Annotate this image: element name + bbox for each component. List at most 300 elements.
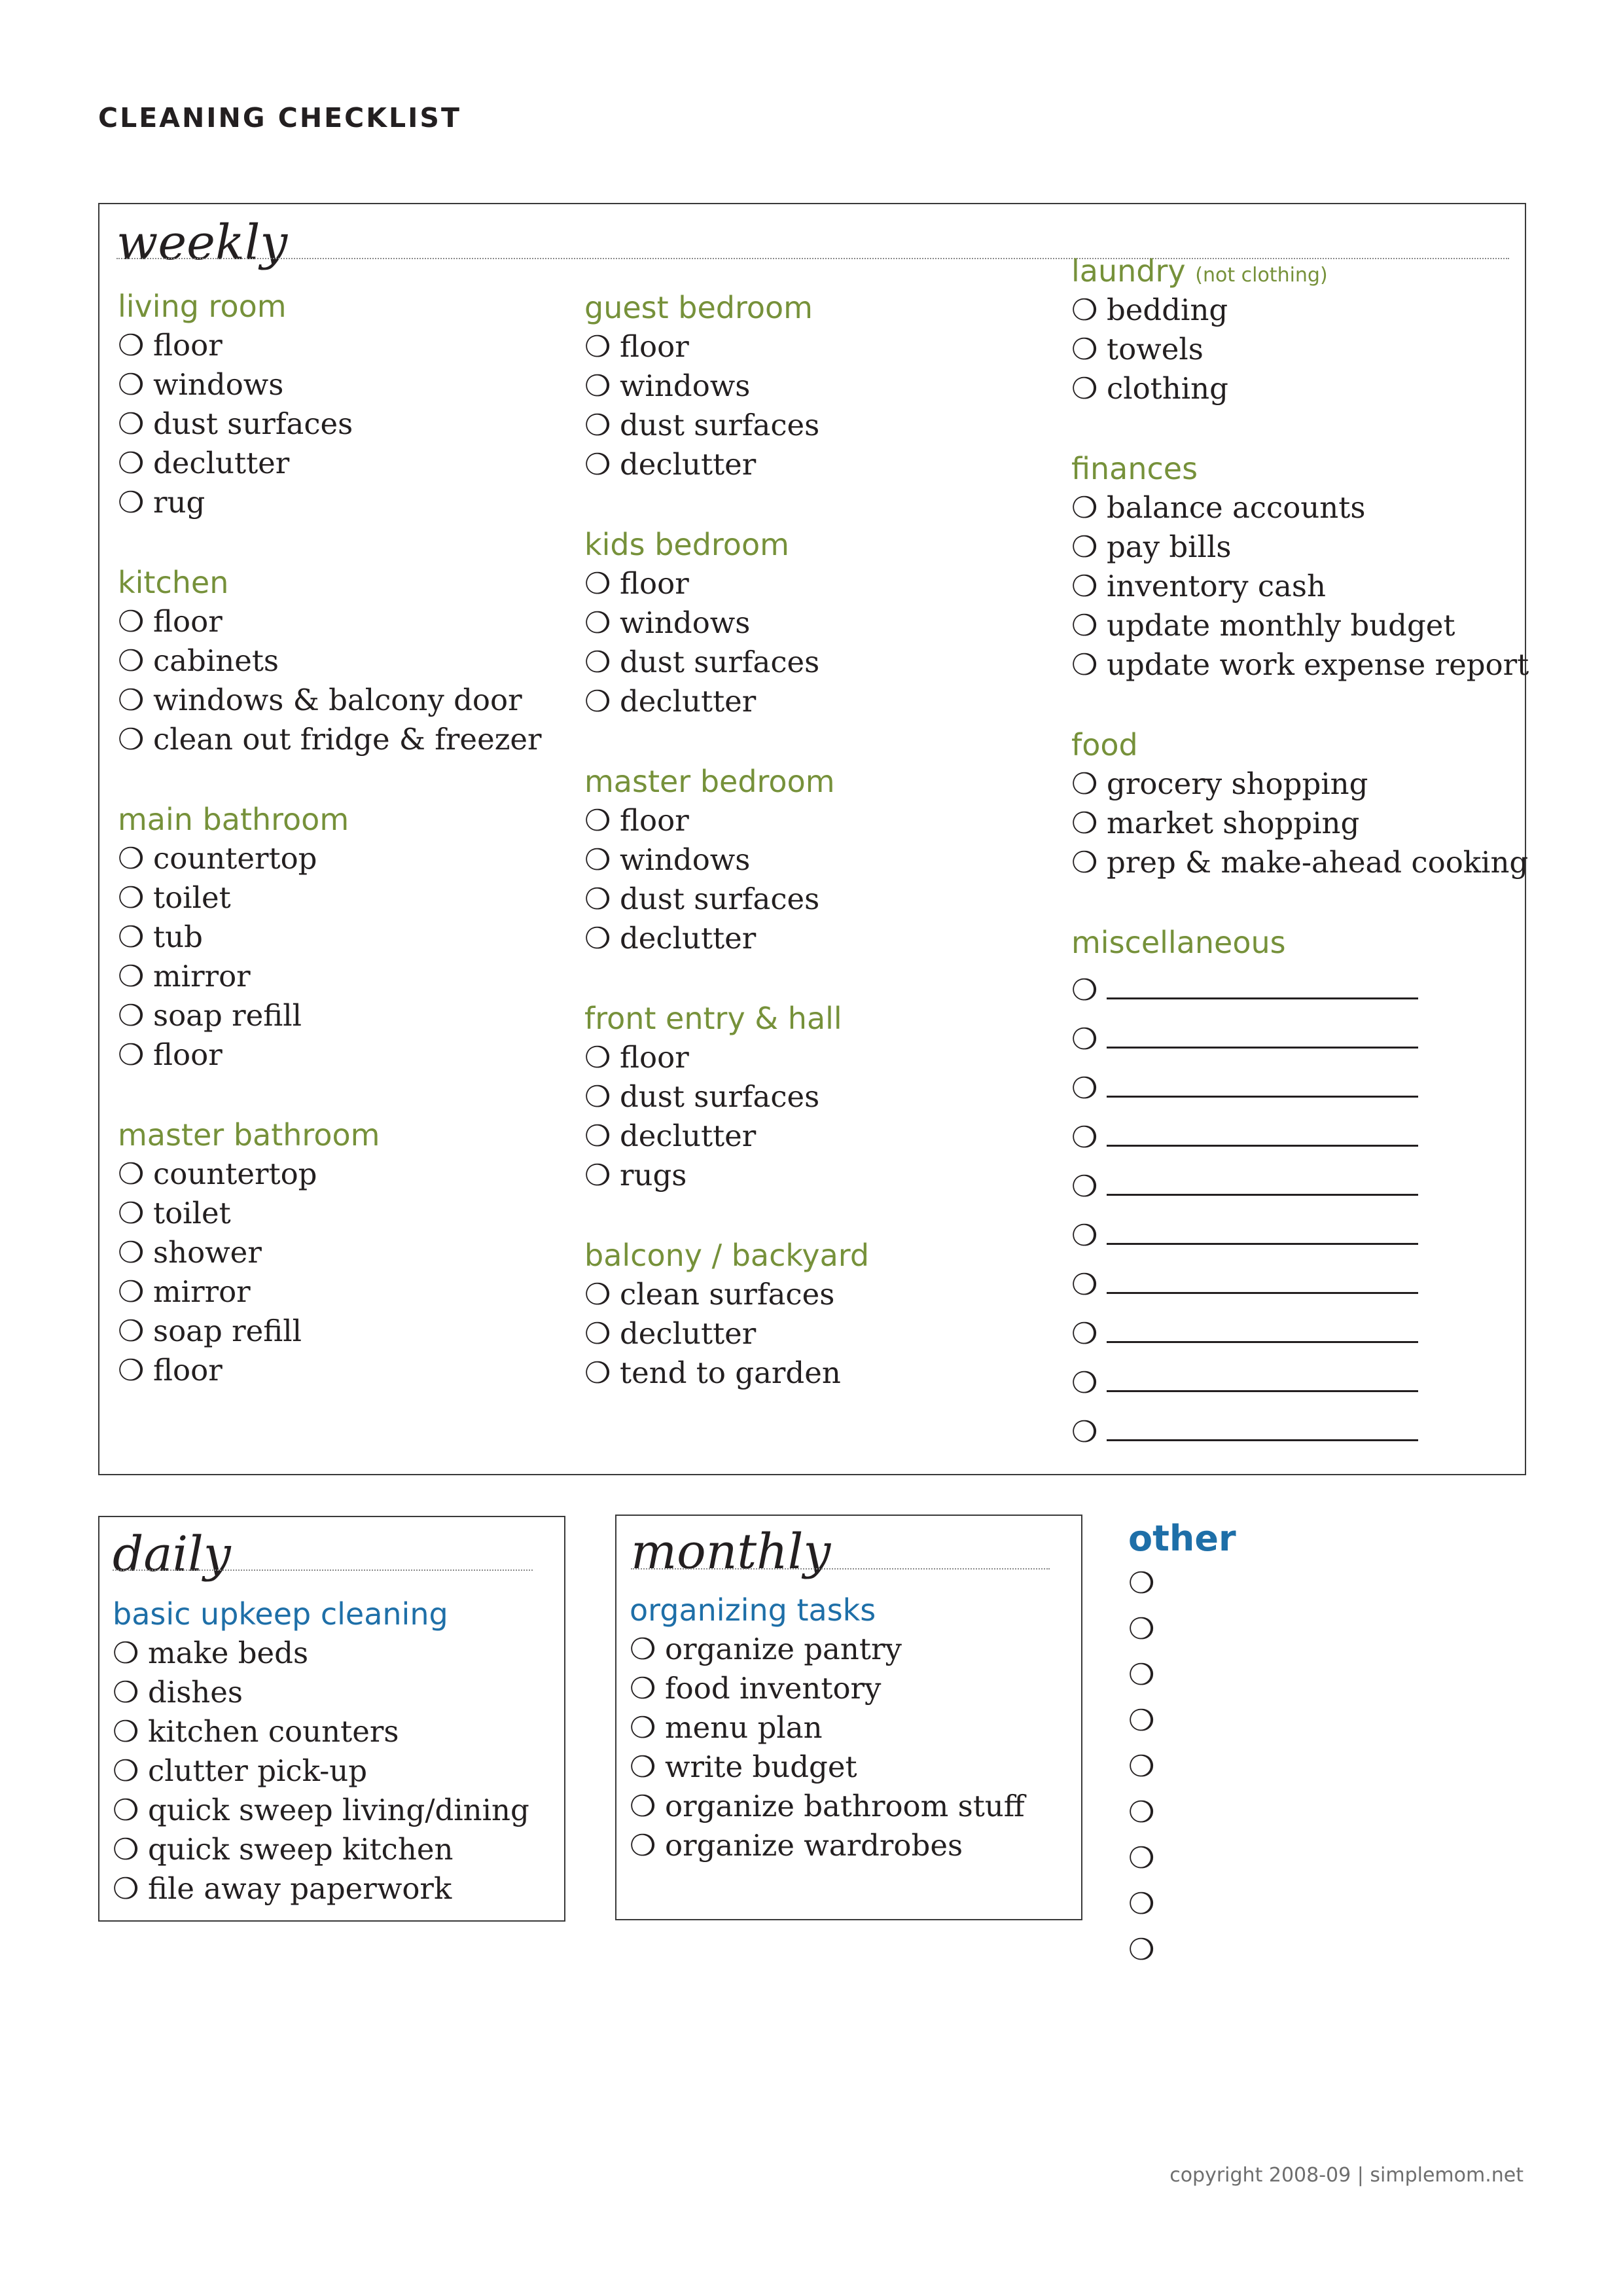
checklist-item-label: pay bills: [1107, 529, 1232, 564]
checkbox-circle-icon[interactable]: ❍: [1071, 973, 1098, 1007]
checklist-item[interactable]: [118, 918, 542, 957]
checkbox-circle-icon[interactable]: ❍: [630, 1632, 656, 1666]
section-heading-text: front entry & hall: [584, 1001, 842, 1036]
write-in-line[interactable]: [1107, 1292, 1418, 1294]
checklist: [1071, 764, 1529, 882]
checklist-section: [584, 999, 869, 1195]
write-in-line[interactable]: [1107, 1243, 1418, 1245]
checkbox-circle-icon[interactable]: ❍: [584, 921, 611, 956]
checkbox-circle-icon[interactable]: ❍: [118, 446, 145, 480]
checklist-item-label: windows: [620, 368, 751, 403]
checklist-item[interactable]: [118, 720, 542, 759]
checklist-item[interactable]: [584, 564, 869, 603]
checklist-item-label: dust surfaces: [620, 1079, 820, 1114]
weekly-column-2: [584, 288, 869, 1433]
weekly-box: [98, 203, 1529, 1475]
checklist-item[interactable]: [584, 603, 869, 643]
write-in-line[interactable]: [1107, 1341, 1418, 1343]
checkbox-circle-icon[interactable]: ❍: [118, 880, 145, 915]
checklist-item-label: countertop: [153, 841, 317, 876]
checklist-item-label: declutter: [153, 446, 290, 480]
checkbox-circle-icon[interactable]: ❍: [584, 842, 611, 877]
other-blank-items: [1128, 1560, 1236, 1973]
checkbox-circle-icon[interactable]: ❍: [113, 1832, 139, 1867]
checklist-item[interactable]: [118, 1035, 542, 1075]
checkbox-circle-icon[interactable]: ❍: [1128, 1886, 1155, 1921]
checklist-item-label: towels: [1107, 332, 1204, 367]
checkbox-circle-icon[interactable]: ❍: [584, 645, 611, 679]
checklist-item-label: food inventory: [665, 1671, 882, 1706]
checkbox-circle-icon[interactable]: ❍: [113, 1714, 139, 1749]
checklist-item[interactable]: [584, 1077, 869, 1117]
checklist-item[interactable]: [1071, 843, 1529, 882]
checkbox-circle-icon[interactable]: ❍: [118, 485, 145, 520]
checklist-item-label: toilet: [153, 880, 231, 915]
misc-blank-item[interactable]: [1071, 1208, 1529, 1257]
checklist: [1071, 488, 1529, 685]
checkbox-circle-icon[interactable]: ❍: [584, 1119, 611, 1153]
checklist-item[interactable]: [630, 1826, 1025, 1865]
checkbox-circle-icon[interactable]: ❍: [118, 1353, 145, 1388]
checklist-item[interactable]: [1071, 528, 1529, 567]
checklist-item-label: declutter: [620, 684, 757, 719]
checklist-item[interactable]: [584, 1354, 869, 1393]
checkbox-circle-icon[interactable]: ❍: [1071, 1365, 1098, 1400]
other-section: [1128, 1517, 1236, 1973]
checklist-item-label: soap refill: [153, 998, 302, 1033]
section-heading: [118, 563, 542, 602]
checklist-item-label: floor: [620, 329, 689, 364]
checklist-item[interactable]: [118, 1155, 542, 1194]
checklist-item[interactable]: [118, 957, 542, 996]
misc-blank-item[interactable]: [1071, 1355, 1529, 1404]
checkbox-circle-icon[interactable]: ❍: [1071, 1169, 1098, 1204]
checkbox-circle-icon[interactable]: ❍: [113, 1753, 139, 1788]
weekly-column-1: [118, 287, 542, 1431]
checklist: [584, 801, 869, 958]
checkbox-circle-icon[interactable]: ❍: [630, 1710, 656, 1745]
checklist-item[interactable]: [118, 602, 542, 641]
section-heading: [118, 1115, 542, 1155]
checkbox-circle-icon[interactable]: ❍: [118, 406, 145, 441]
checklist-item-label: floor: [620, 566, 689, 601]
checklist-item-label: write budget: [665, 1749, 857, 1784]
checklist-item[interactable]: [1071, 488, 1529, 528]
write-in-line[interactable]: [1107, 1145, 1418, 1147]
checklist: [118, 326, 542, 522]
checkbox-circle-icon[interactable]: ❍: [1071, 1120, 1098, 1155]
checklist-item-label: rugs: [620, 1158, 687, 1193]
checkbox-circle-icon[interactable]: ❍: [113, 1871, 139, 1906]
checklist-item[interactable]: [584, 880, 869, 919]
checklist-item-label: floor: [153, 604, 223, 639]
checkbox-circle-icon[interactable]: ❍: [584, 1079, 611, 1114]
checklist-item-label: declutter: [620, 447, 757, 482]
checklist-item[interactable]: [630, 1669, 1025, 1708]
checklist-item[interactable]: [1071, 567, 1529, 606]
checkbox-circle-icon[interactable]: ❍: [118, 1314, 145, 1348]
checklist-item[interactable]: [630, 1787, 1025, 1826]
checkbox-circle-icon[interactable]: ❍: [1071, 490, 1098, 525]
checkbox-circle-icon[interactable]: ❍: [584, 1316, 611, 1351]
checklist-item-label: declutter: [620, 1316, 757, 1351]
checklist: [584, 327, 869, 484]
checkbox-circle-icon[interactable]: ❍: [584, 1355, 611, 1390]
daily-box: [98, 1516, 565, 1922]
checkbox-circle-icon[interactable]: ❍: [118, 1235, 145, 1270]
checkbox-circle-icon[interactable]: ❍: [584, 684, 611, 719]
checkbox-circle-icon[interactable]: ❍: [630, 1789, 656, 1823]
checklist-item[interactable]: [584, 327, 869, 367]
checkbox-circle-icon[interactable]: ❍: [1128, 1566, 1155, 1600]
misc-blank-item[interactable]: [1071, 1306, 1529, 1355]
checklist-item-label: quick sweep living/dining: [148, 1793, 529, 1827]
checklist-item-label: prep & make-ahead cooking: [1107, 845, 1529, 880]
checklist-item[interactable]: [1071, 369, 1529, 408]
section-heading: [118, 800, 542, 839]
checklist-item-label: organize bathroom stuff: [665, 1789, 1025, 1823]
checklist-item-label: countertop: [153, 1157, 317, 1191]
checklist-item-label: bedding: [1107, 293, 1228, 327]
section-heading: [1071, 725, 1529, 764]
monthly-heading: organizing tasks: [630, 1592, 876, 1628]
checklist-item-label: tend to garden: [620, 1355, 841, 1390]
checklist-item-label: clothing: [1107, 371, 1228, 406]
checklist-item[interactable]: [113, 1634, 529, 1673]
checkbox-circle-icon[interactable]: ❍: [118, 722, 145, 757]
checkbox-circle-icon[interactable]: ❍: [113, 1675, 139, 1710]
checklist-item-label: quick sweep kitchen: [148, 1832, 454, 1867]
checklist-item[interactable]: [1071, 291, 1529, 330]
checklist-section: [118, 287, 542, 522]
checkbox-circle-icon[interactable]: ❍: [118, 683, 145, 717]
monthly-title-rule: [631, 1568, 1050, 1570]
checklist-item[interactable]: [118, 1312, 542, 1351]
checkbox-circle-icon[interactable]: ❍: [1071, 1022, 1098, 1056]
checklist-item-label: clean out fridge & freezer: [153, 722, 542, 757]
monthly-list-column: [630, 1590, 1025, 1865]
checklist-item[interactable]: [584, 1314, 869, 1354]
checkbox-circle-icon[interactable]: ❍: [118, 328, 145, 363]
checklist-section: [1071, 449, 1529, 685]
checklist-item[interactable]: [118, 1272, 542, 1312]
checklist-item[interactable]: [118, 483, 542, 522]
checklist-item[interactable]: [584, 1156, 869, 1195]
checkbox-circle-icon[interactable]: ❍: [1071, 1218, 1098, 1253]
checklist-item[interactable]: [118, 1194, 542, 1233]
checklist-item[interactable]: [118, 326, 542, 365]
checkbox-circle-icon[interactable]: ❍: [584, 1040, 611, 1075]
checkbox-circle-icon[interactable]: ❍: [118, 841, 145, 876]
section-heading-text: living room: [118, 289, 287, 324]
checklist-section: [584, 762, 869, 958]
checklist-item[interactable]: [113, 1791, 529, 1830]
checklist-item-label: organize wardrobes: [665, 1828, 963, 1863]
checklist-item-label: floor: [153, 1037, 223, 1072]
daily-checklist: [113, 1634, 529, 1909]
weekly-column-3: [1071, 251, 1529, 1453]
checkbox-circle-icon[interactable]: ❍: [118, 1037, 145, 1072]
checklist: [1071, 291, 1529, 408]
checklist-item[interactable]: [584, 801, 869, 840]
checklist: [118, 602, 542, 759]
section-heading-text: master bedroom: [584, 764, 835, 799]
section-heading-text: guest bedroom: [584, 290, 813, 325]
misc-blank-item[interactable]: [1071, 1257, 1529, 1306]
checkbox-circle-icon[interactable]: ❍: [1128, 1657, 1155, 1692]
checkbox-circle-icon[interactable]: ❍: [1071, 293, 1098, 327]
write-in-line[interactable]: [1107, 1194, 1418, 1196]
checklist-item-label: inventory cash: [1107, 569, 1326, 603]
checkbox-circle-icon[interactable]: ❍: [1128, 1611, 1155, 1646]
checklist-item[interactable]: [113, 1751, 529, 1791]
checkbox-circle-icon[interactable]: ❍: [630, 1749, 656, 1784]
checkbox-circle-icon[interactable]: ❍: [630, 1828, 656, 1863]
checklist-item[interactable]: [584, 643, 869, 682]
section-heading: [584, 1236, 869, 1275]
checklist: [118, 839, 542, 1075]
checkbox-circle-icon[interactable]: ❍: [584, 329, 611, 364]
checkbox-circle-icon[interactable]: ❍: [584, 408, 611, 442]
checkbox-circle-icon[interactable]: ❍: [584, 882, 611, 916]
checklist-section: [1071, 725, 1529, 882]
section-heading: [118, 287, 542, 326]
checkbox-circle-icon[interactable]: ❍: [584, 605, 611, 640]
checkbox-circle-icon[interactable]: ❍: [1071, 647, 1098, 682]
write-in-line[interactable]: [1107, 1096, 1418, 1098]
checklist-item[interactable]: [113, 1712, 529, 1751]
misc-section: [1071, 923, 1529, 1453]
checklist-section: [118, 1115, 542, 1390]
checkbox-circle-icon[interactable]: ❍: [118, 604, 145, 639]
checklist-item[interactable]: [630, 1748, 1025, 1787]
checkbox-circle-icon[interactable]: ❍: [118, 959, 145, 994]
write-in-line[interactable]: [1107, 1047, 1418, 1049]
checklist-section: [584, 1236, 869, 1393]
checklist-item[interactable]: [113, 1673, 529, 1712]
checklist-item-label: dust surfaces: [153, 406, 353, 441]
checkbox-circle-icon[interactable]: ❍: [1071, 1071, 1098, 1105]
checkbox-circle-icon[interactable]: ❍: [1128, 1703, 1155, 1738]
checkbox-circle-icon[interactable]: ❍: [1071, 1316, 1098, 1351]
write-in-line[interactable]: [1107, 1439, 1418, 1441]
checklist-item[interactable]: [584, 840, 869, 880]
checklist-item-label: shower: [153, 1235, 262, 1270]
section-heading-note: (not clothing): [1195, 264, 1328, 287]
checkbox-circle-icon[interactable]: ❍: [118, 998, 145, 1033]
section-heading: [584, 999, 869, 1038]
checklist-item-label: floor: [620, 1040, 689, 1075]
checkbox-circle-icon[interactable]: ❍: [1071, 608, 1098, 643]
checkbox-circle-icon[interactable]: ❍: [118, 1196, 145, 1230]
checklist-section: [1071, 251, 1529, 408]
checkbox-circle-icon[interactable]: ❍: [118, 643, 145, 678]
checklist-item[interactable]: [1071, 764, 1529, 804]
checklist-item-label: floor: [620, 803, 689, 838]
monthly-box: [615, 1515, 1082, 1920]
checklist-item[interactable]: [113, 1830, 529, 1869]
checklist-item[interactable]: [118, 641, 542, 681]
checkbox-circle-icon[interactable]: ❍: [1071, 766, 1098, 801]
checkbox-circle-icon[interactable]: ❍: [584, 803, 611, 838]
checklist-item-label: windows: [153, 367, 284, 402]
other-heading: other: [1128, 1518, 1236, 1559]
checkbox-circle-icon[interactable]: ❍: [584, 1277, 611, 1312]
write-in-line[interactable]: [1107, 1390, 1418, 1392]
checklist-item-label: windows: [620, 842, 751, 877]
checkbox-circle-icon[interactable]: ❍: [118, 1274, 145, 1309]
checkbox-circle-icon[interactable]: ❍: [1071, 332, 1098, 367]
checklist-item[interactable]: [118, 444, 542, 483]
checkbox-circle-icon[interactable]: ❍: [1071, 845, 1098, 880]
section-heading-text: main bathroom: [118, 802, 349, 837]
section-heading: [584, 525, 869, 564]
checklist-item-label: kitchen counters: [148, 1714, 399, 1749]
checklist: [584, 1038, 869, 1195]
checklist-item-label: windows & balcony door: [153, 683, 522, 717]
checklist-item-label: declutter: [620, 1119, 757, 1153]
checkbox-circle-icon[interactable]: ❍: [584, 447, 611, 482]
checkbox-circle-icon[interactable]: ❍: [1071, 529, 1098, 564]
checklist-section: [584, 525, 869, 721]
checklist: [584, 1275, 869, 1393]
checklist-item-label: soap refill: [153, 1314, 302, 1348]
section-heading: [1071, 449, 1529, 488]
section-heading-text: food: [1071, 727, 1138, 762]
section-heading-text: finances: [1071, 451, 1198, 486]
checklist-item-label: clutter pick-up: [148, 1753, 368, 1788]
checklist: [118, 1155, 542, 1390]
page-title: CLEANING CHECKLIST: [98, 102, 461, 134]
checklist-item[interactable]: [118, 1351, 542, 1390]
checkbox-circle-icon[interactable]: ❍: [1071, 1414, 1098, 1449]
checklist-item-label: dust surfaces: [620, 645, 820, 679]
checkbox-circle-icon[interactable]: ❍: [1128, 1840, 1155, 1875]
checklist-item[interactable]: [113, 1869, 529, 1909]
checklist-item-label: mirror: [153, 959, 251, 994]
misc-blank-item[interactable]: [1071, 1011, 1529, 1060]
checkbox-circle-icon[interactable]: ❍: [118, 920, 145, 954]
checkbox-circle-icon[interactable]: ❍: [1128, 1932, 1155, 1967]
misc-blank-item[interactable]: [1071, 1404, 1529, 1453]
section-heading-text: master bathroom: [118, 1117, 380, 1153]
checklist-item-label: toilet: [153, 1196, 231, 1230]
checklist-item-label: organize pantry: [665, 1632, 902, 1666]
section-heading: [1071, 251, 1529, 291]
monthly-title: monthly: [631, 1524, 831, 1580]
checklist-section: [118, 800, 542, 1075]
misc-blank-item[interactable]: [1071, 962, 1529, 1011]
checklist-item-label: clean surfaces: [620, 1277, 835, 1312]
checklist-item[interactable]: [584, 367, 869, 406]
checklist-item-label: dust surfaces: [620, 408, 820, 442]
checklist-item[interactable]: [118, 681, 542, 720]
weekly-title: weekly: [116, 215, 288, 271]
section-heading: miscellaneous: [1071, 925, 1286, 960]
checklist-item[interactable]: [584, 682, 869, 721]
daily-list-column: [113, 1594, 529, 1909]
checklist-section: [584, 288, 869, 484]
monthly-checklist: [630, 1630, 1025, 1865]
checkbox-circle-icon[interactable]: ❍: [113, 1636, 139, 1670]
checkbox-circle-icon[interactable]: ❍: [1128, 1749, 1155, 1784]
checklist-item[interactable]: [118, 1233, 542, 1272]
daily-heading: basic upkeep cleaning: [113, 1596, 448, 1632]
checklist-item[interactable]: [584, 1117, 869, 1156]
checklist-item-label: rug: [153, 485, 205, 520]
checklist-item[interactable]: [118, 404, 542, 444]
checklist-item[interactable]: [630, 1630, 1025, 1669]
checkbox-circle-icon[interactable]: ❍: [584, 1158, 611, 1193]
misc-blank-item[interactable]: [1071, 1158, 1529, 1208]
checklist: [584, 564, 869, 721]
checklist-item-label: declutter: [620, 921, 757, 956]
checkbox-circle-icon[interactable]: ❍: [1071, 569, 1098, 603]
checklist-item[interactable]: [118, 839, 542, 878]
checklist-item[interactable]: [118, 996, 542, 1035]
checklist-item[interactable]: [584, 1275, 869, 1314]
section-heading: [584, 288, 869, 327]
checklist-item-label: windows: [620, 605, 751, 640]
copyright-footer: copyright 2008-09 | simplemom.net: [1169, 2164, 1524, 2187]
checkbox-circle-icon[interactable]: ❍: [113, 1793, 139, 1827]
checklist-item[interactable]: [630, 1708, 1025, 1748]
checkbox-circle-icon[interactable]: ❍: [1071, 806, 1098, 840]
misc-blank-item[interactable]: [1071, 1109, 1529, 1158]
daily-title-rule: [113, 1570, 533, 1571]
checklist-item[interactable]: [584, 919, 869, 958]
checklist-item[interactable]: [584, 1038, 869, 1077]
section-heading-text: kitchen: [118, 565, 229, 600]
checklist-item[interactable]: [1071, 804, 1529, 843]
checklist-item[interactable]: [118, 878, 542, 918]
checklist-section: [118, 563, 542, 759]
checklist-item-label: floor: [153, 1353, 223, 1388]
checkbox-circle-icon[interactable]: ❍: [584, 368, 611, 403]
section-heading: [584, 762, 869, 801]
misc-blank-lines: [1071, 962, 1529, 1453]
checklist-item[interactable]: [1071, 330, 1529, 369]
checklist-item-label: grocery shopping: [1107, 766, 1368, 801]
checklist-item-label: market shopping: [1107, 806, 1360, 840]
checklist-item-label: balance accounts: [1107, 490, 1366, 525]
checklist-item-label: tub: [153, 920, 203, 954]
misc-blank-item[interactable]: [1071, 1060, 1529, 1109]
checklist-item-label: update monthly budget: [1107, 608, 1455, 643]
checklist-item[interactable]: [1071, 606, 1529, 645]
checklist-item-label: cabinets: [153, 643, 279, 678]
checklist-item-label: dust surfaces: [620, 882, 820, 916]
checkbox-circle-icon[interactable]: ❍: [1128, 1795, 1155, 1829]
write-in-line[interactable]: [1107, 997, 1418, 999]
checklist-item[interactable]: [1071, 645, 1529, 685]
checklist-item-label: menu plan: [665, 1710, 823, 1745]
checkbox-circle-icon[interactable]: ❍: [1071, 1267, 1098, 1302]
daily-title: daily: [113, 1526, 231, 1583]
checkbox-circle-icon[interactable]: ❍: [630, 1671, 656, 1706]
section-heading-text: laundry: [1071, 253, 1186, 289]
weekly-column-3-lists: [1071, 251, 1529, 882]
checklist-item[interactable]: [118, 365, 542, 404]
checkbox-circle-icon[interactable]: ❍: [118, 1157, 145, 1191]
checklist-item[interactable]: [584, 406, 869, 445]
checklist-item[interactable]: [584, 445, 869, 484]
section-heading-text: balcony / backyard: [584, 1238, 870, 1273]
checkbox-circle-icon[interactable]: ❍: [118, 367, 145, 402]
checkbox-circle-icon[interactable]: ❍: [1071, 371, 1098, 406]
checkbox-circle-icon[interactable]: ❍: [584, 566, 611, 601]
checklist-item-label: mirror: [153, 1274, 251, 1309]
